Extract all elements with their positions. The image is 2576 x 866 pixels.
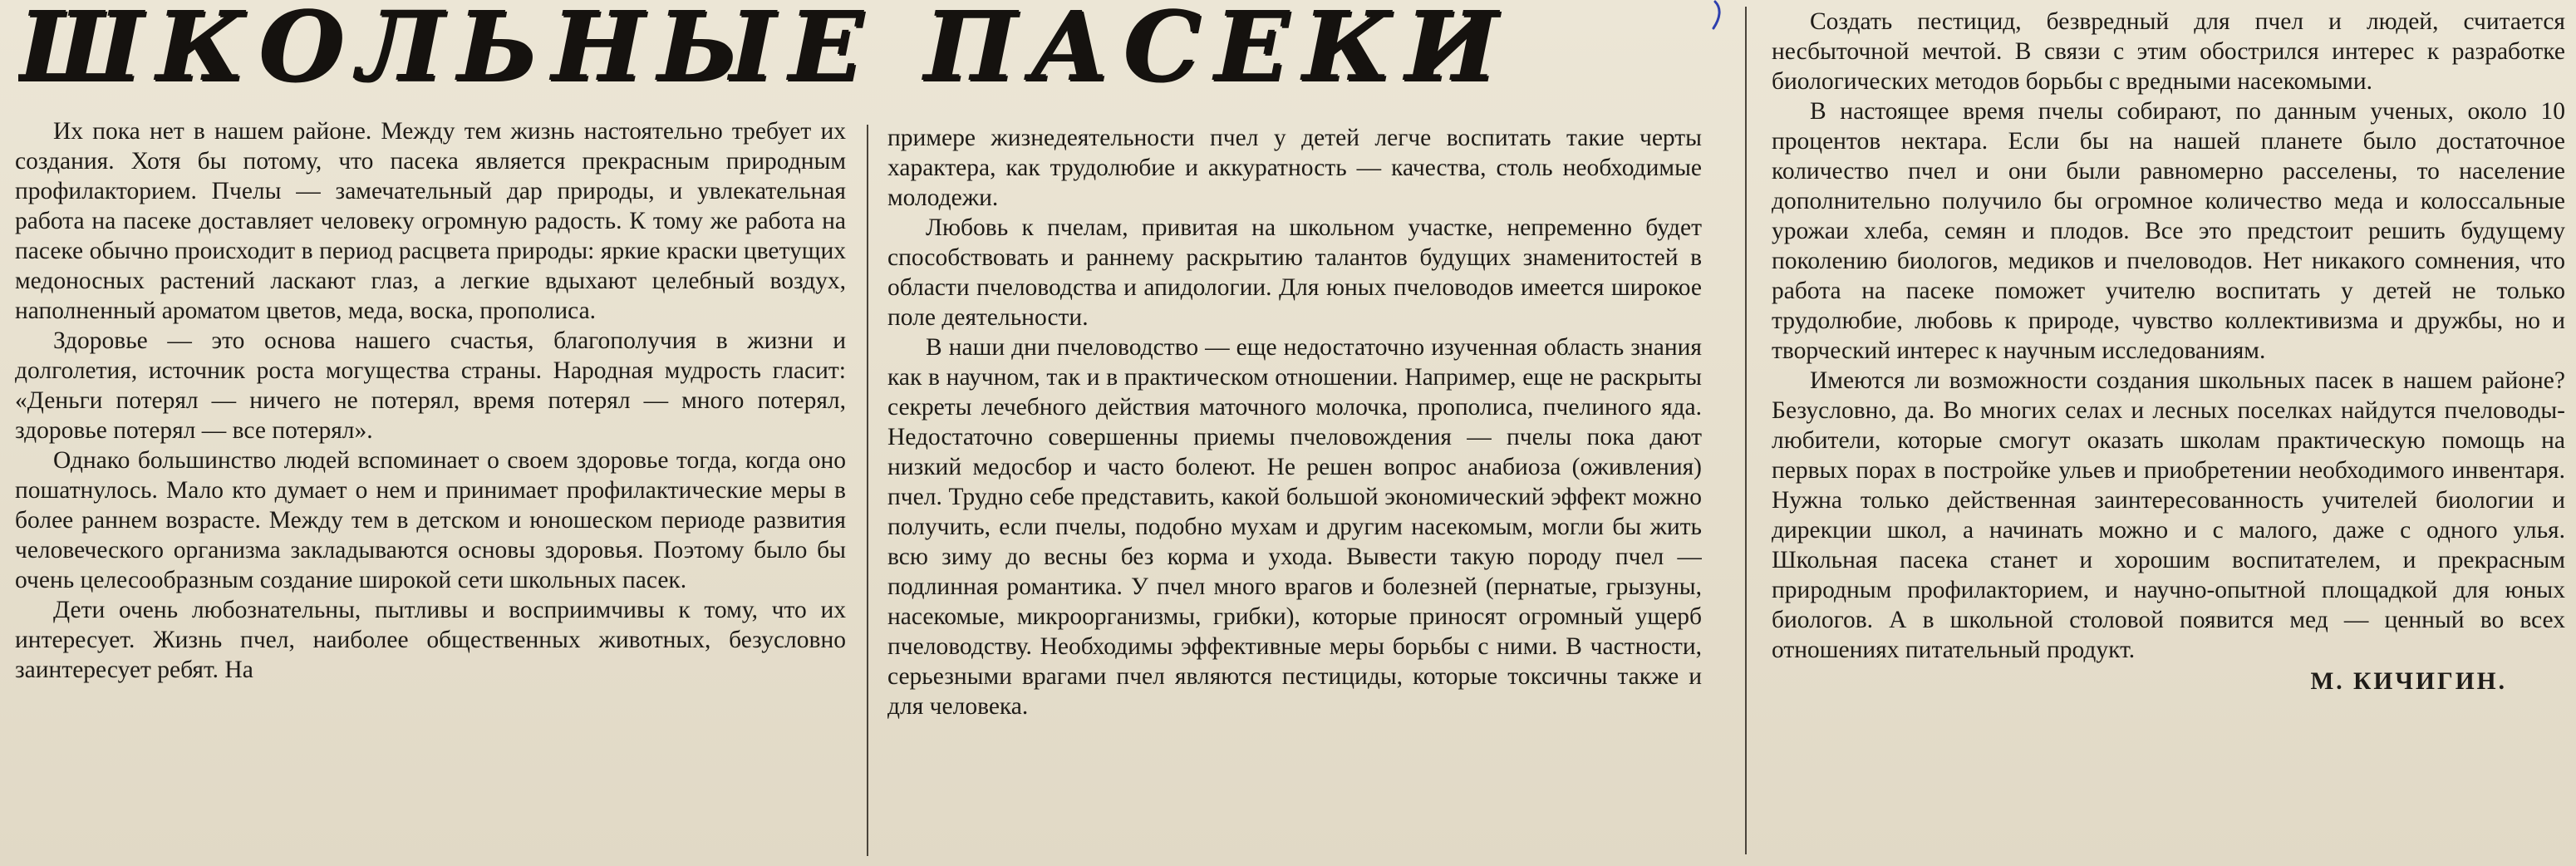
- paragraph: Однако большинство людей вспоминает о своем здоровье тогда, когда оно пошатнулось. Мало кто думает о нем и принимает профилактические меры в более раннем возрасте. Между тем в детском и юношеском периоде развития человеческого организма закладываются основы здоровья. Поэтому было бы очень целесообразным создание широкой сети школьных пасек.: [15, 447, 846, 593]
- paragraph: Имеются ли возможности создания школьных пасек в нашем районе? Безусловно, да. Во многих селах и лесных поселках найдутся пчеловоды-любители, которые смогут оказать школам практическую помощь на первых порах в постройке ульев и приобретении необходимого инвентаря. Нужна только действенная заинтересованность учителей биологии и дирекции школ, а начинать можно и с малого, даже с одного улья. Школьная пасека станет и хорошим воспитателем, и прекрасным природным профилакторием, и научно-опытной площадкой для юных биологов. А в школьной столовой появится мед — ценный во всех отношениях питательный продукт.: [1772, 367, 2565, 663]
- article-column-3: [1772, 7, 2565, 863]
- paragraph: В настоящее время пчелы собирают, по данным ученых, около 10 процентов нектара. Если бы на нашей планете было достаточное количество пчел и они были равномерно расселены, то население дополнительно получило бы огромное количество меда и колоссальные урожаи хлеба, семян и плодов. Все это предстоит решить будущему поколению биологов, медиков и пчеловодов. Нет никакого сомнения, что работа на пасеке поможет учителю воспитать у детей не только трудолюбие, любовь к природе, чувство коллективизма и дружбы, но и творческий интерес к научным исследованиям.: [1772, 98, 2565, 364]
- pen-mark-icon: [1703, 0, 1737, 33]
- paragraph: Их пока нет в нашем районе. Между тем жизнь настоятельно требует их создания. Хотя бы потому, что пасека является прекрасным природным профилакторием. Пчелы — замечательный дар природы, и увлекательная работа на пасеке доставляет человеку огромную радость. К тому же работа на пасеке обычно происходит в период расцвета природы: яркие краски цветущих медоносных растений ласкают глаз, а легкие вдыхают целебный воздух, наполненный ароматом цветов, меда, воска, прополиса.: [15, 118, 846, 324]
- article-column-2: [887, 123, 1702, 863]
- paragraph: примере жизнедеятельности пчел у детей легче воспитать такие черты характера, как трудолюбие и аккуратность — качества, столь необходимые молодежи.: [887, 125, 1702, 211]
- column-divider-1: [867, 125, 868, 856]
- author-signature: М. КИЧИГИН.: [2310, 668, 2507, 695]
- paragraph: Любовь к пчелам, привитая на школьном участке, непременно будет способствовать и раннему раскрытию талантов будущих знаменитостей в области пчеловодства и апидологии. Для юных пчеловодов имеется широкое поле деятельности.: [887, 214, 1702, 331]
- column-divider-2: [1745, 7, 1747, 854]
- paragraph: Дети очень любознательны, пытливы и восприимчивы к тому, что их интересует. Жизнь пчел, наиболее общественных животных, безусловно заинтересует ребят. На: [15, 597, 846, 683]
- paragraph: Создать пестицид, безвредный для пчел и людей, считается несбыточной мечтой. В связи с этим обострился интерес к разработке биологических методов борьбы с вредными насекомыми.: [1772, 8, 2565, 95]
- article-headline: ШКОЛЬНЫЕ ПАСЕКИ: [18, 1, 1512, 92]
- paragraph: В наши дни пчеловодство — еще недостаточно изученная область знания как в научном, так и в практическом отношении. Например, еще не раскрыты секреты лечебного действия маточного молочка, прополиса, пчелиного яда. Недостаточно совершенны приемы пчеловождения — пчелы пока дают низкий медосбор и часто болеют. Не решен вопрос анабиоза (оживления) пчел. Трудно себе представить, какой большой экономический эффект можно получить, если пчелы, подобно мухам и другим насекомым, могли бы жить всю зиму до весны без корма и ухода. Вывести такую породу пчел — подлинная романтика. У пчел много врагов и болезней (пернатые, грызуны, насекомые, микроорганизмы, грибки), которые приносят огромный ущерб пчеловодству. Необходимы эффективные меры борьбы с ними. В частности, серьезными врагами пчел являются пестициды, которые токсичны также и для человека.: [887, 334, 1702, 720]
- article-column-1: [15, 116, 846, 864]
- paragraph: Здоровье — это основа нашего счастья, благополучия в жизни и долголетия, источник роста могущества страны. Народная мудрость гласит: «Деньги потерял — ничего не потерял, время потерял — много потерял, здоровье потерял — все потерял».: [15, 327, 846, 444]
